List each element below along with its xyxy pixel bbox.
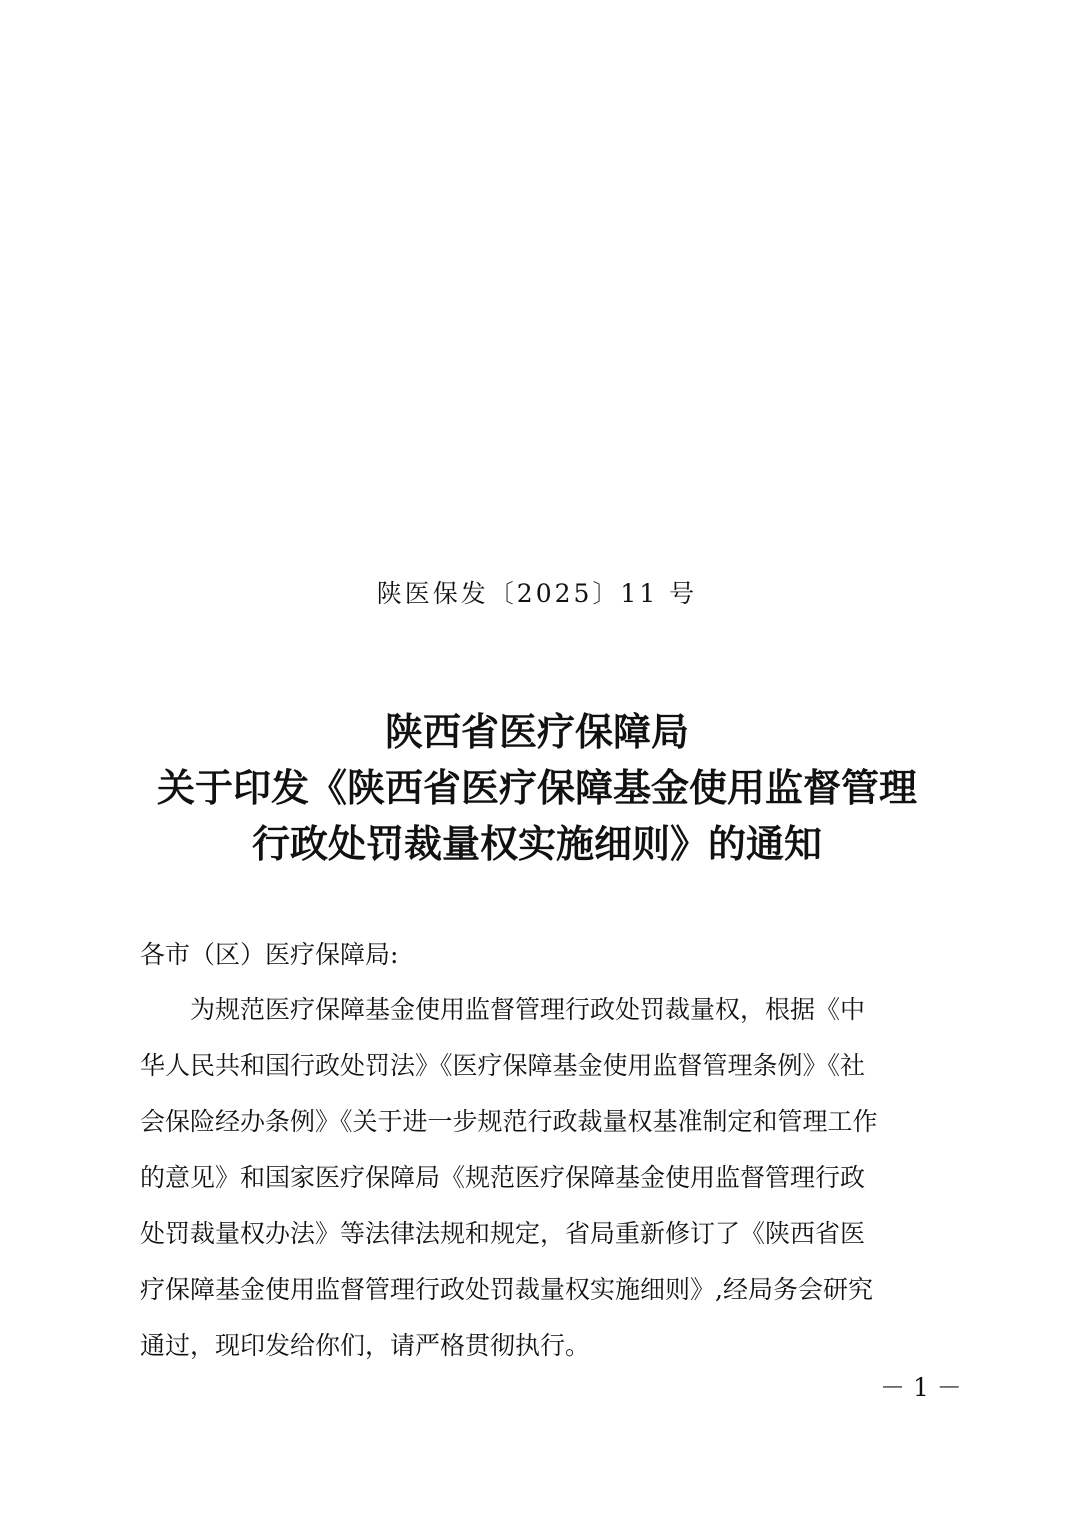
title-line: 行政处罚裁量权实施细则》的通知 [251,821,822,866]
body-line: 疗保障基金使用监督管理行政处罚裁量权实施细则》,经局务会研究 [140,1275,873,1304]
body-line: 处罚裁量权办法》等法律法规和规定，省局重新修订了《陕西省医 [140,1219,866,1248]
document-number: 陕医保发〔2025〕11 号 [376,579,698,608]
body-line: 为规范医疗保障基金使用监督管理行政处罚裁量权，根据《中 [140,995,866,1024]
body-line: 的意见》和国家医疗保障局《规范医疗保障基金使用监督管理行政 [140,1163,866,1192]
title-line: 陕西省医疗保障局 [384,709,689,754]
body-line: 通过，现印发给你们，请严格贯彻执行。 [140,1331,591,1360]
body-line: 会保险经办条例》《关于进一步规范行政裁量权基准制定和管理工作 [140,1107,878,1136]
document-title [0,704,1074,872]
salutation: 各市（区）医疗保障局: [140,940,399,969]
title-line: 关于印发《陕西省医疗保障基金使用监督管理 [156,765,917,810]
body-line: 华人民共和国行政处罚法》《医疗保障基金使用监督管理条例》《社 [140,1051,866,1080]
page-number: － 1 － [880,1373,962,1402]
